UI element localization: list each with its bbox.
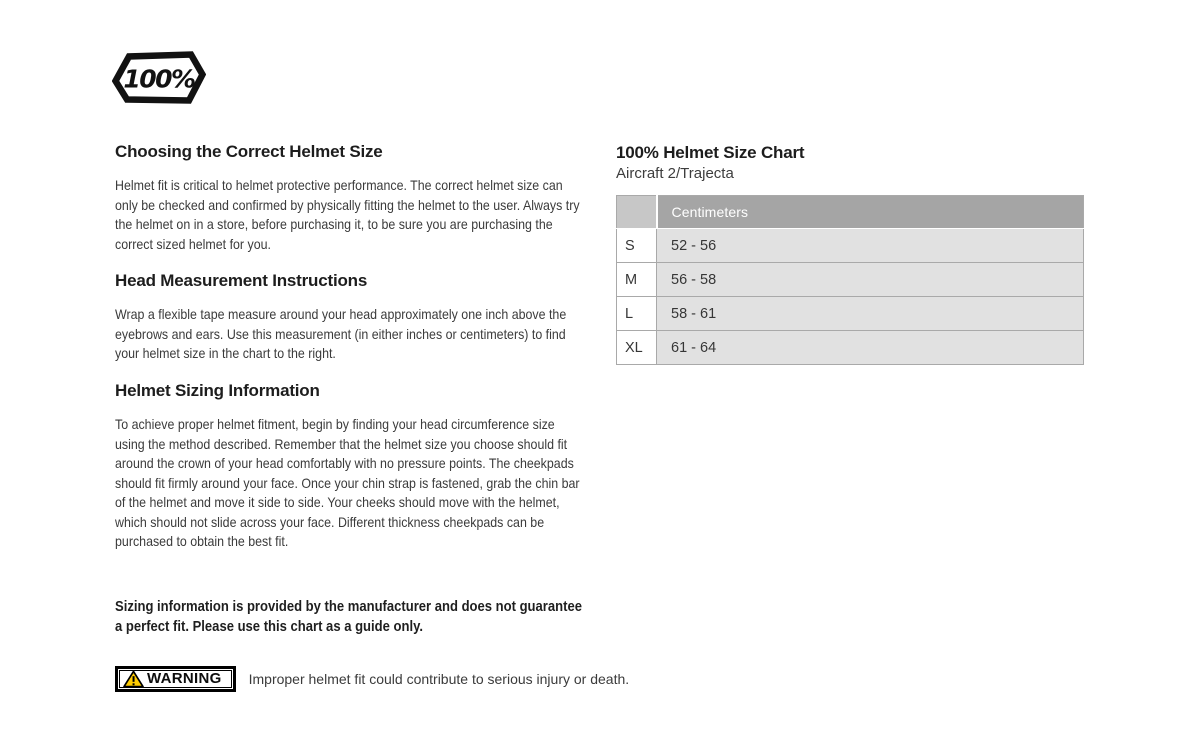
section-helmet-sizing: [115, 380, 590, 552]
table-row-l: [617, 297, 1084, 331]
size-label-cell: XL: [617, 331, 657, 365]
warning-badge: [115, 666, 236, 692]
section-head-measurement: [115, 270, 590, 364]
warning-message: Improper helmet fit could contribute to serious injury or death.: [248, 671, 630, 687]
size-label-cell: L: [617, 297, 657, 331]
table-row-m: [617, 263, 1084, 297]
range-value-cell: 52 - 56: [657, 229, 1084, 263]
section-heading: Helmet Sizing Information: [115, 381, 320, 400]
table-header-corner: [617, 196, 657, 229]
size-chart-title: 100% Helmet Size Chart: [616, 143, 805, 162]
range-value-cell: 58 - 61: [657, 297, 1084, 331]
section-body: To achieve proper helmet fitment, begin by finding your head circumference size using the method described. Remember that the helmet size you choose should fit around the crown of your head comfortably with no pressure points. The cheekpads should fit firmly around your face. Once your chin strap is fastened, grab the chin bar of the helmet and move it side to side. Your cheeks should move with the helmet, which should not slide across your face. Different thickness cheekpads can be purchased to obtain the best fit.: [115, 416, 580, 549]
table-row-s: [617, 229, 1084, 263]
size-chart-column: [616, 143, 1084, 365]
table-header-centimeters: Centimeters: [657, 196, 1084, 229]
warning-row: [115, 666, 629, 692]
section-heading: Choosing the Correct Helmet Size: [115, 142, 383, 161]
section-choosing-size: [115, 141, 590, 254]
size-chart-table: [616, 195, 1084, 365]
section-heading: Head Measurement Instructions: [115, 271, 368, 290]
warning-triangle-icon: [123, 670, 144, 688]
size-chart-subtitle: Aircraft 2/Trajecta: [616, 165, 734, 182]
warning-badge-inner: [119, 670, 232, 688]
size-label-cell: S: [617, 229, 657, 263]
manufacturer-disclaimer: Sizing information is provided by the manufacturer and does not guarantee a perfect fit. Please use this chart as a guide only.: [115, 599, 582, 635]
section-body: Helmet fit is critical to helmet protective performance. The correct helmet size can only be checked and confirmed by physically fitting the helmet to the user. Always try the helmet on in a store, before purchasing it, to be sure you are purchasing the correct sized helmet for you.: [115, 177, 580, 252]
section-body: Wrap a flexible tape measure around your head approximately one inch above the eyebrows and ears. Use this measurement (in either inches or centimeters) to find your helmet size in the chart to the right.: [115, 306, 567, 361]
warning-badge-label: WARNING: [147, 670, 222, 687]
table-header-row: [617, 196, 1084, 229]
size-label-cell: M: [617, 263, 657, 297]
range-value-cell: 61 - 64: [657, 331, 1084, 365]
table-row-xl: [617, 331, 1084, 365]
brand-logo-100percent: [112, 51, 206, 105]
range-value-cell: 56 - 58: [657, 263, 1084, 297]
logo-text: 100%: [123, 64, 195, 94]
logo-hexagon-icon: [112, 51, 206, 105]
